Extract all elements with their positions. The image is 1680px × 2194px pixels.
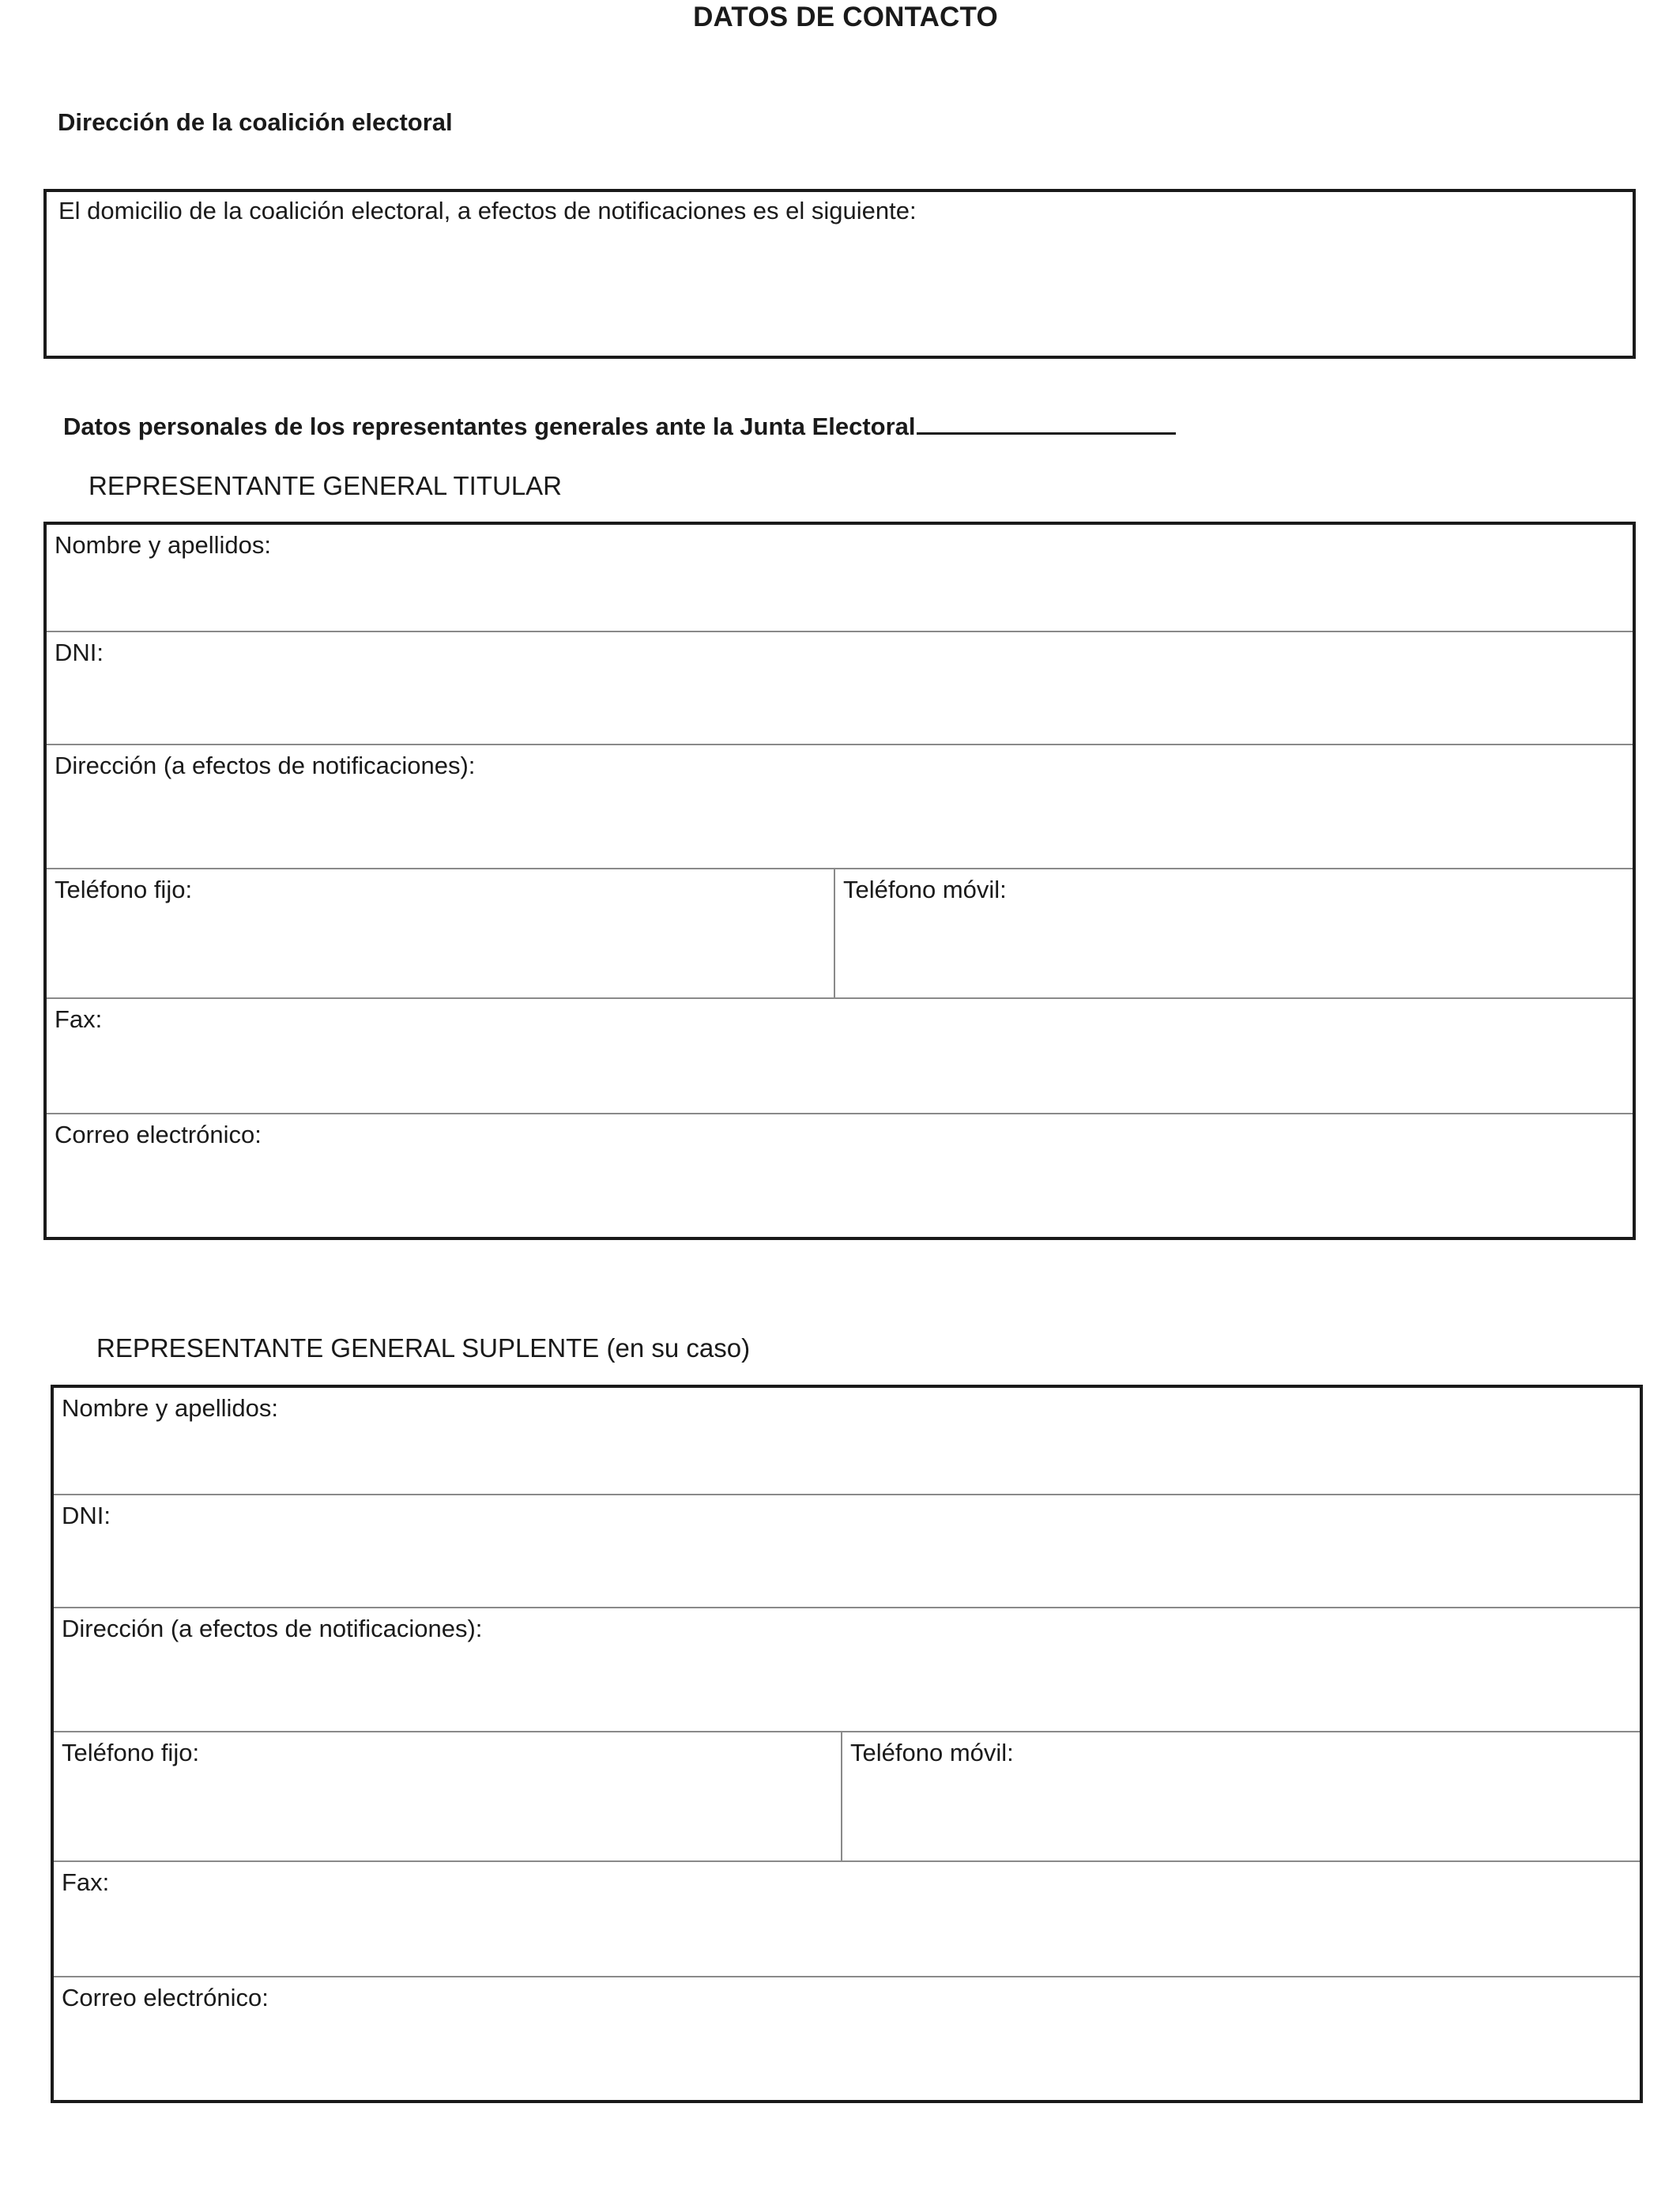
titular-dni-field[interactable] <box>47 632 1633 744</box>
suplente-row-phones <box>54 1731 1640 1860</box>
suplente-form-table <box>51 1385 1643 2103</box>
suplente-heading: REPRESENTANTE GENERAL SUPLENTE (en su caso) <box>96 1333 751 1363</box>
suplente-name-field[interactable] <box>54 1388 1640 1494</box>
page-title: DATOS DE CONTACTO <box>693 2 998 32</box>
titular-row-dni <box>47 631 1633 744</box>
suplente-row-email <box>54 1976 1640 2100</box>
suplente-dni-field[interactable] <box>54 1495 1640 1607</box>
suplente-address-label: Dirección (a efectos de notificaciones): <box>62 1615 483 1642</box>
titular-mobile-label: Teléfono móvil: <box>843 876 1007 903</box>
suplente-mobile-field[interactable] <box>841 1732 1640 1860</box>
titular-mobile-field[interactable] <box>834 869 1633 997</box>
suplente-mobile-label: Teléfono móvil: <box>850 1739 1014 1766</box>
titular-name-label: Nombre y apellidos: <box>55 531 271 559</box>
titular-row-email <box>47 1113 1633 1237</box>
titular-heading: REPRESENTANTE GENERAL TITULAR <box>89 471 563 500</box>
suplente-row-fax <box>54 1860 1640 1976</box>
suplente-address-field[interactable] <box>54 1608 1640 1731</box>
titular-fax-field[interactable] <box>47 999 1633 1113</box>
titular-row-name <box>47 525 1633 631</box>
suplente-row-dni <box>54 1494 1640 1607</box>
suplente-landline-field[interactable] <box>54 1732 841 1860</box>
titular-row-address <box>47 744 1633 868</box>
suplente-row-name <box>54 1388 1640 1494</box>
suplente-name-label: Nombre y apellidos: <box>62 1394 278 1422</box>
representatives-heading <box>63 407 1176 441</box>
suplente-fax-field[interactable] <box>54 1862 1640 1976</box>
coalition-address-heading: Dirección de la coalición electoral <box>58 108 453 136</box>
suplente-row-address <box>54 1607 1640 1731</box>
titular-address-field[interactable] <box>47 745 1633 868</box>
representatives-heading-text: Datos personales de los representantes generales ante la Junta Electoral <box>63 413 916 440</box>
suplente-fax-label: Fax: <box>62 1868 110 1896</box>
titular-email-label: Correo electrónico: <box>55 1121 262 1148</box>
titular-row-fax <box>47 997 1633 1113</box>
titular-fax-label: Fax: <box>55 1005 103 1033</box>
junta-electoral-blank[interactable] <box>917 407 1176 435</box>
suplente-dni-label: DNI: <box>62 1502 111 1529</box>
suplente-email-label: Correo electrónico: <box>62 1984 269 2011</box>
titular-dni-label: DNI: <box>55 639 104 666</box>
titular-name-field[interactable] <box>47 525 1633 631</box>
titular-landline-field[interactable] <box>47 869 834 997</box>
titular-landline-label: Teléfono fijo: <box>55 876 193 903</box>
coalition-address-box[interactable] <box>43 189 1636 359</box>
suplente-landline-label: Teléfono fijo: <box>62 1739 200 1766</box>
titular-email-field[interactable] <box>47 1114 1633 1237</box>
coalition-address-label: El domicilio de la coalición electoral, a efectos de notificaciones es el siguiente: <box>58 197 917 224</box>
titular-row-phones <box>47 868 1633 997</box>
titular-address-label: Dirección (a efectos de notificaciones): <box>55 752 476 779</box>
titular-form-table <box>43 522 1636 1240</box>
suplente-email-field[interactable] <box>54 1977 1640 2100</box>
